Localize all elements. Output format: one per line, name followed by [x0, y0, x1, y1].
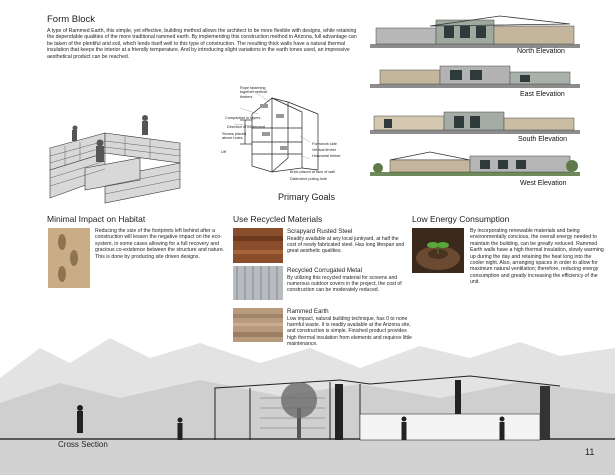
label-formwork: Formwork side	[312, 142, 337, 146]
south-elevation-drawing	[370, 110, 580, 138]
habitat-title: Minimal Impact on Habitat	[47, 214, 146, 224]
label-vertical: Vertical timber	[312, 148, 337, 152]
corrugated-metal-image	[233, 266, 283, 300]
energy-title: Low Energy Consumption	[412, 214, 510, 224]
label-compaction: Compaction in layers	[225, 116, 261, 120]
east-elevation-drawing	[370, 62, 580, 92]
rusted-steel-text: Readily available at any local junkyard, at half the cost of newly fabricated steel. Has long lifespan and great aesthetic qualities.	[287, 236, 405, 255]
label-stones: Stones placed above holes	[222, 132, 247, 141]
corrugated-metal-title: Recycled Corrugated Metal	[287, 267, 362, 274]
label-lift: Lift	[221, 150, 227, 154]
north-elevation-label: North Elevation	[517, 48, 565, 55]
energy-text: By incorporating renewable materials and being environmentally concious, the overall energy needed to maintain the building, can be greatly reduced. Rammed Earth walls have a high thermal insulation, slowly warming up during the day and retaining the heat long into the cooler night. Also, arranging spaces in order to allow for maximum natural ventilation; therefore, reducing energy consumption and greatly increasing the efficiency of the unit.	[470, 228, 604, 286]
rusted-steel-title: Scrapyard Rusted Steel	[287, 228, 353, 235]
label-direction: Direction of movement	[227, 125, 265, 129]
hands-seedling-image	[412, 228, 464, 273]
west-elevation-label: West Elevation	[520, 180, 567, 187]
label-putlog: Distinctive putlog hole	[290, 177, 327, 181]
rammed-earth-sketch	[45, 108, 190, 213]
recycled-title: Use Recycled Materials	[233, 214, 323, 224]
page-number: 11	[585, 447, 595, 457]
west-elevation-drawing	[370, 150, 580, 180]
footprints-image	[48, 228, 90, 288]
label-brick: Brick placed at face of wall	[290, 170, 335, 174]
form-block-text: A type of Rammed Earth, this simple, yet effective, building method allows the architect to be more flexible with designs, while retaining the dependable qualities of the more traditional rammed earth. By implementing this construction method in Arizona, full advantage can be taken of the plentiful arid soil, which lends itself well to this type of construction. The resulting thick walls have a natural thermal insulation that keeps the interior at a friendly temperature. And by introducing slight variations in the earth tones used, an impressive aesthetical product can be reached.	[47, 28, 357, 60]
cross-section-label: Cross Section	[58, 440, 108, 449]
east-elevation-label: East Elevation	[520, 91, 565, 98]
form-block-title: Form Block	[47, 14, 96, 25]
corrugated-metal-text: By utilizing this recycled material for screens and numerous outdoor covers in the project, the cost of construction can be moderately reduced.	[287, 275, 402, 294]
rammed-earth-text: Low impact, natural building technique, has 0 to none harmful waste. It is readily available at the Arizona site, and construction is simple. Finished product provides high thermal insulation from elements and requires little maintenance.	[287, 316, 412, 347]
rusted-steel-image	[233, 228, 283, 263]
habitat-text: Reducing the size of the footprints left behind after a construction will lessen the negative impact on the eco-system, in some cases allowing for a full recovery and gracious co-existence between the structure and nature. This is done by producing site driven designs.	[95, 228, 225, 260]
primary-goals-heading: Primary Goals	[278, 192, 336, 202]
south-elevation-label: South Elevation	[518, 136, 568, 143]
label-horizontal: Horizontal timber	[312, 154, 341, 158]
rammed-earth-title: Rammed Earth	[287, 308, 329, 315]
cross-section-drawing	[0, 318, 615, 475]
label-rope: Rope fastening together vertical timbers	[240, 86, 268, 99]
